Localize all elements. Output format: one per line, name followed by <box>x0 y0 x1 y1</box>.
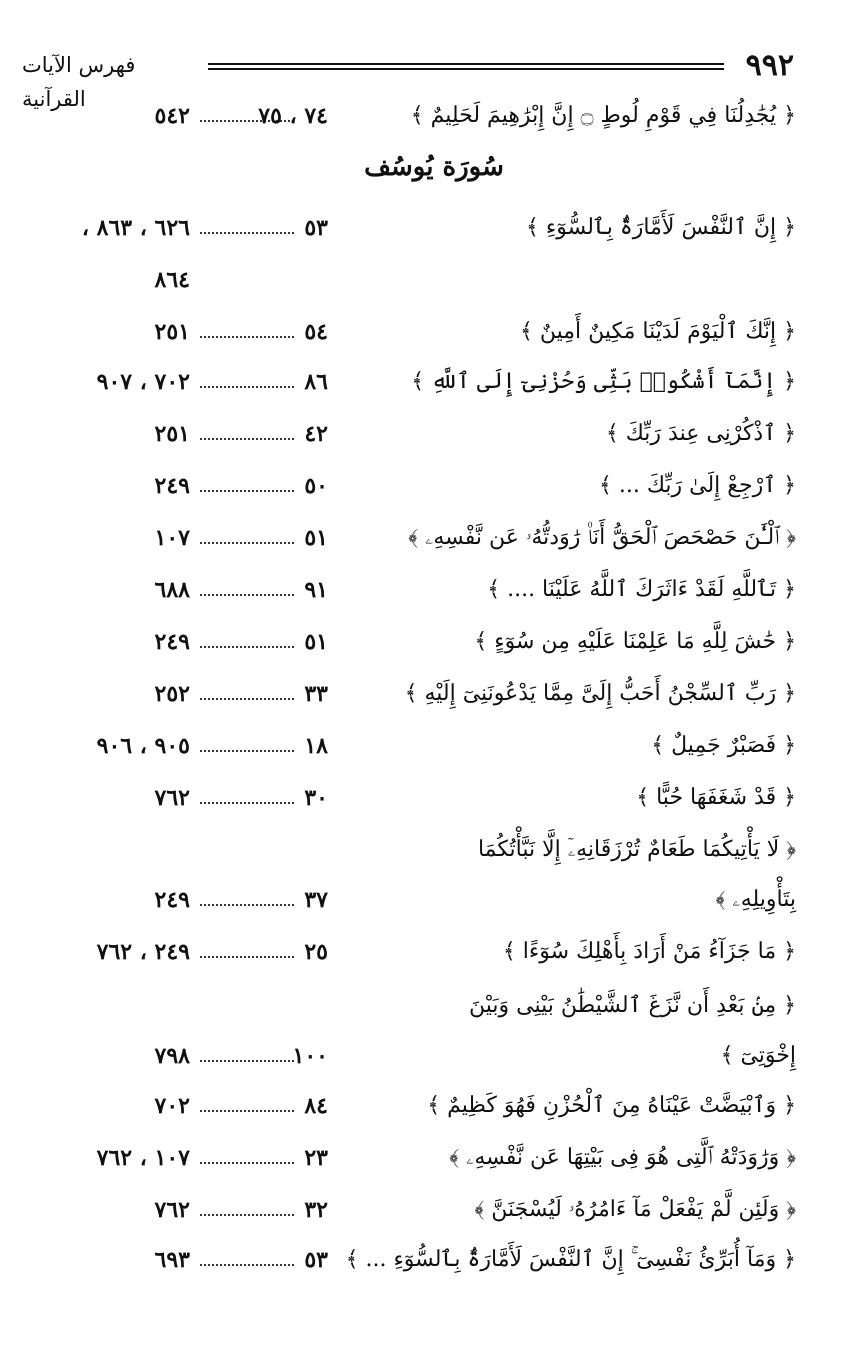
leader-dots <box>200 516 328 561</box>
leader-dots <box>200 1084 328 1129</box>
leader-dots <box>200 1136 328 1181</box>
ayah-number: ٣٣ <box>304 681 328 707</box>
page-references: ٦٨٨ <box>154 577 190 603</box>
page-references: ١٠٧ <box>154 525 190 551</box>
page-references: ٢٤٩ <box>154 629 190 655</box>
ayah-number: ٩١ <box>304 577 328 603</box>
ayah-number: ٨٦ <box>304 369 328 395</box>
page-references: ٥٤٢ <box>154 103 190 129</box>
index-row <box>0 878 868 928</box>
ayah-number: ٥٣ <box>304 1247 328 1273</box>
index-row <box>0 776 868 826</box>
verse-text: ﴿ وَمَآ أُبَرِّئُ نَفْسِىٓ ۚ إِنَّ ٱلنَّفْسَ لَأَمَّارَةٌۢ بِٱلسُّوٓءِ ... ﴾ <box>345 1247 796 1272</box>
ayah-number: ١٠٠ <box>292 1043 328 1069</box>
index-row <box>0 516 868 566</box>
index-row <box>0 310 868 360</box>
leader-dots <box>200 776 328 821</box>
leader-dots <box>200 930 328 975</box>
leader-dots <box>200 360 328 405</box>
verse-text: ﴿ ٱذْكُرْنِى عِندَ رَبِّكَ ﴾ <box>605 421 796 446</box>
page-references: ٧٠٢ ، ٩٠٧ <box>96 369 190 395</box>
page-references: ٦٢٦ ، ٨٦٣ ، <box>81 215 190 241</box>
index-row <box>0 1188 868 1238</box>
ayah-number: ٣٧ <box>304 887 328 913</box>
page-references: ٢٤٩ ، ٧٦٢ <box>96 939 190 965</box>
header-rule <box>208 63 724 70</box>
index-row <box>0 672 868 722</box>
index-row <box>0 620 868 670</box>
page-references: ٢٥١ <box>154 319 190 345</box>
index-row <box>0 206 868 256</box>
leader-dots <box>200 310 328 355</box>
index-row <box>0 1034 868 1084</box>
page-references: ٦٩٣ <box>154 1247 190 1273</box>
page-header <box>22 46 794 111</box>
page-references: ٩٠٥ ، ٩٠٦ <box>96 733 190 759</box>
leader-dots <box>200 568 328 613</box>
verse-text: ﴿ مَا جَزَآءُ مَنْ أَرَادَ بِأَهْلِكَ سُوٓءًا ﴾ <box>502 939 796 964</box>
verse-text: ﴿ وَٱبْيَضَّتْ عَيْنَاهُ مِنَ ٱلْحُزْنِ فَهُوَ كَظِيمٌ ﴾ <box>427 1093 796 1118</box>
verse-text: ﴿ مِنۢ بَعْدِ أَن نَّزَغَ ٱلشَّيْطَٰنُ بَيْنِى وَبَيْنَ <box>469 993 796 1018</box>
page-references: ٢٤٩ <box>154 887 190 913</box>
verse-text: ﴿ لَا يَأْتِيكُمَا طَعَامٌ تُرْزَقَانِهِۦٓ إِلَّا نَبَّأْتُكُمَا <box>477 837 796 862</box>
leader-dots <box>200 206 328 251</box>
leader-dots <box>200 464 328 509</box>
page-references: ٧٦٢ <box>154 1197 190 1223</box>
verse-text: بِتَأْوِيلِهِۦ ﴾ <box>715 887 796 912</box>
page-references: ٢٥١ <box>154 421 190 447</box>
ayah-number: ٨٤ <box>304 1093 328 1119</box>
index-row <box>0 568 868 618</box>
page-number: ٩٩٢ <box>745 48 794 83</box>
index-row <box>0 984 868 1034</box>
verse-text: ﴿ حَٰشَ لِلَّهِ مَا عَلِمْنَا عَلَيْهِ مِن سُوٓءٍ ﴾ <box>474 629 796 654</box>
index-row <box>0 412 868 462</box>
page-references: ١٠٧ ، ٧٦٢ <box>96 1145 190 1171</box>
index-row <box>0 360 868 410</box>
surah-title: سُورَة يُوسُف <box>364 152 504 182</box>
index-row <box>0 930 868 980</box>
ayah-number: ٧٤ ، ٧٥ <box>258 103 328 129</box>
page-references: ٢٤٩ <box>154 473 190 499</box>
verse-text: ﴿ إِنَّ ٱلنَّفْسَ لَأَمَّارَةٌۢ بِٱلسُّوٓءِ ﴾ <box>525 215 796 240</box>
page-references: ٢٥٢ <box>154 681 190 707</box>
verse-text: ﴿ رَبِّ ٱلسِّجْنُ أَحَبُّ إِلَىَّ مِمَّا يَدْعُونَنِىٓ إِلَيْهِ ﴾ <box>404 681 796 706</box>
verse-text: ﴿ ٱلْـَٰٔنَ حَصْحَصَ ٱلْحَقُّ أَنَا۠ رَٰوَدتُّهُۥ عَن نَّفْسِهِۦ ﴾ <box>408 525 796 550</box>
index-row <box>0 1238 868 1288</box>
index-row <box>0 1084 868 1134</box>
index-row <box>0 258 868 308</box>
ayah-number: ٣٢ <box>304 1197 328 1223</box>
leader-dots <box>200 1238 328 1283</box>
ayah-number: ٣٠ <box>304 785 328 811</box>
ayah-number: ٤٢ <box>304 421 328 447</box>
ayah-number: ٥٣ <box>304 215 328 241</box>
page-references: ٧٠٢ <box>154 1093 190 1119</box>
leader-dots <box>200 620 328 665</box>
index-row <box>0 94 868 144</box>
leader-dots <box>200 1188 328 1233</box>
verse-text: ﴿ وَرَٰوَدَتْهُ ٱلَّتِى هُوَ فِى بَيْتِهَا عَن نَّفْسِهِۦ ﴾ <box>449 1145 796 1170</box>
leader-dots <box>200 1034 328 1079</box>
leader-dots <box>200 878 328 923</box>
index-row <box>0 464 868 514</box>
verse-text: ﴿ يُجَٰدِلُنَا فِي قَوْمِ لُوطٍ ۝ إِنَّ إِبْرَٰهِيمَ لَحَلِيمٌ ﴾ <box>410 103 796 128</box>
verse-text: ﴿ قَدْ شَغَفَهَا حُبًّا ﴾ <box>636 785 796 810</box>
verse-text: ﴿ ٱرْجِعْ إِلَىٰ رَبِّكَ ... ﴾ <box>599 473 796 498</box>
running-title: فهرس الآيات القرآنية <box>22 53 136 111</box>
verse-text: ﴿ إِنَّمَآ أَشْكُوا۟ بَثِّى وَحُزْنِىٓ إِلَى ٱللَّهِ ﴾ <box>411 369 796 394</box>
index-row <box>0 828 868 878</box>
page-references: ٧٩٨ <box>154 1043 190 1069</box>
leader-dots <box>200 94 328 139</box>
leader-dots <box>200 412 328 457</box>
ayah-number: ٢٣ <box>304 1145 328 1171</box>
page-references: ٨٦٤ <box>154 267 190 293</box>
verse-text: ﴿ إِنَّكَ ٱلْيَوْمَ لَدَيْنَا مَكِينٌ أَمِينٌ ﴾ <box>519 319 796 344</box>
verse-text: ﴿ تَٱللَّهِ لَقَدْ ءَاثَرَكَ ٱللَّهُ عَلَيْنَا .... ﴾ <box>487 577 796 602</box>
ayah-number: ١٨ <box>304 733 328 759</box>
verse-text: ﴿ فَصَبْرٌ جَمِيلٌ ﴾ <box>651 733 796 758</box>
ayah-number: ٥١ <box>304 629 328 655</box>
index-row <box>0 724 868 774</box>
ayah-number: ٥١ <box>304 525 328 551</box>
index-row <box>0 1136 868 1186</box>
ayah-number: ٥٤ <box>304 319 328 345</box>
ayah-number: ٢٥ <box>304 939 328 965</box>
page-references: ٧٦٢ <box>154 785 190 811</box>
ayah-number: ٥٠ <box>304 473 328 499</box>
verse-text: ﴿ وَلَئِن لَّمْ يَفْعَلْ مَآ ءَامُرُهُۥ لَيُسْجَنَنَّ ﴾ <box>474 1197 796 1222</box>
leader-dots <box>200 724 328 769</box>
leader-dots <box>200 672 328 717</box>
verse-text: إِخْوَتِىٓ ﴾ <box>720 1043 796 1068</box>
